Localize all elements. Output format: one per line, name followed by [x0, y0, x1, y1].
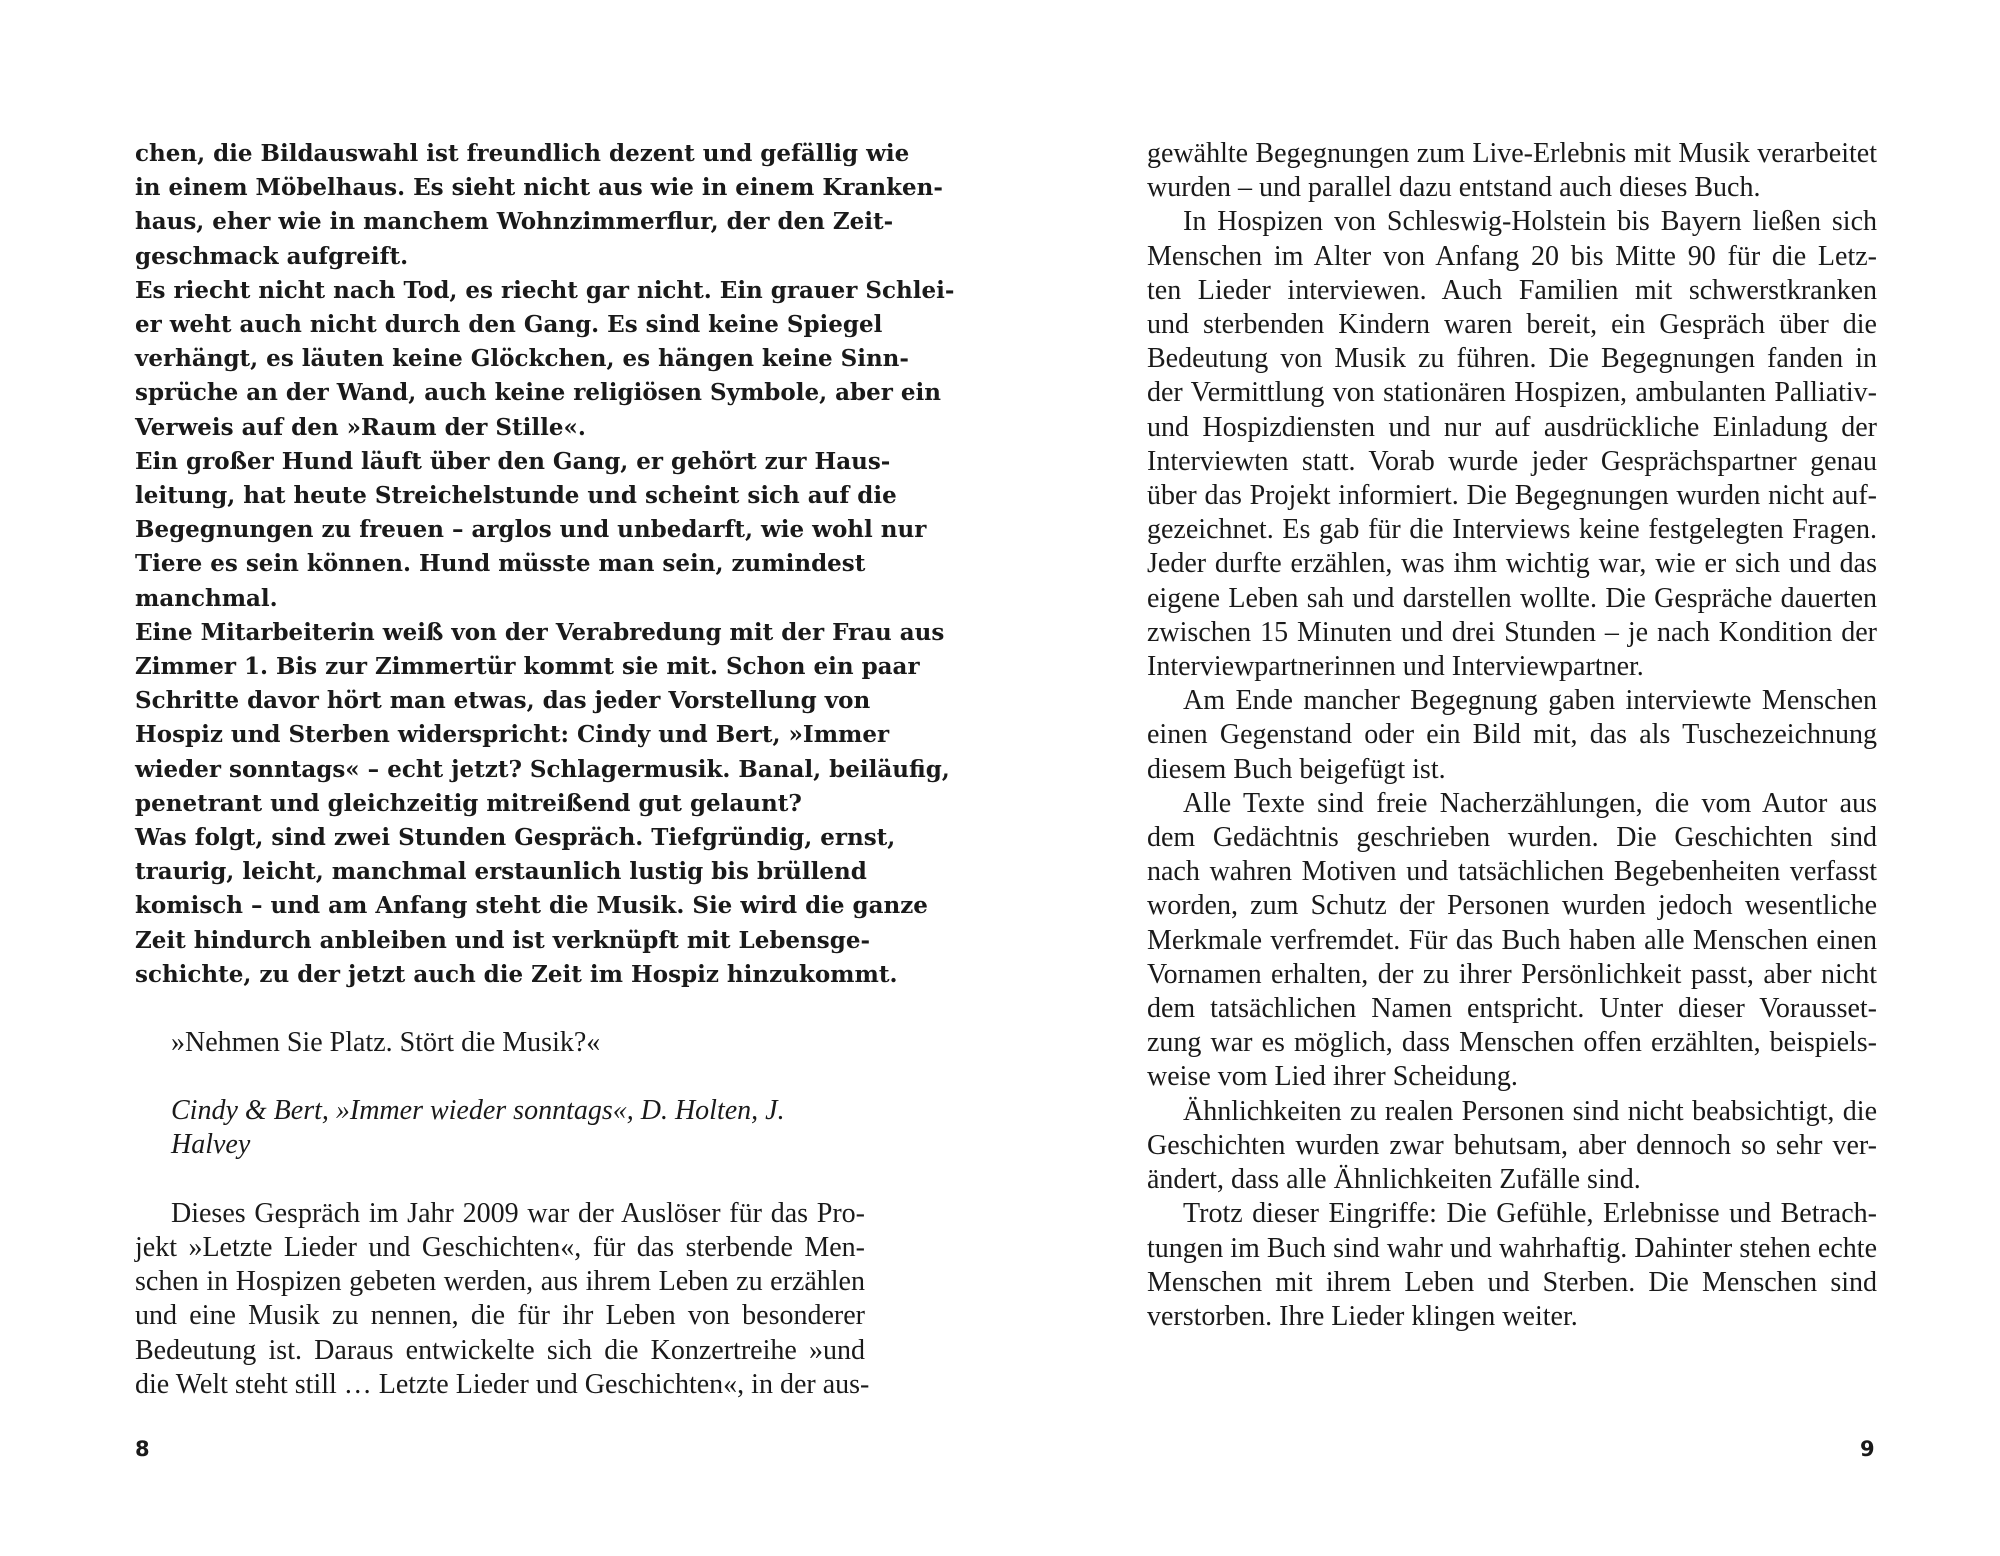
text-line: Vornamen erhalten, der zu ihrer Persönlichkeit passt, aber nicht: [1147, 958, 1877, 990]
text-line: jekt »Letzte Lieder und Geschichten«, für das sterbende Men-: [135, 1231, 865, 1263]
spacer: [135, 1060, 865, 1094]
page-number: 9: [1860, 1437, 1875, 1461]
text-line: über das Projekt informiert. Die Begegnungen wurden nicht auf-: [1147, 480, 1877, 512]
text-line: Interviewten statt. Vorab wurde jeder Gesprächspartner genau: [1147, 445, 1877, 477]
text-line: worden, zum Schutz der Personen wurden jedoch wesentliche: [1147, 890, 1877, 922]
text-line: und eine Musik zu nennen, die für ihr Leben von besonderer: [135, 1300, 865, 1332]
text-line: einen Gegenstand oder ein Bild mit, das als Tuschezeichnung: [1147, 719, 1877, 751]
text-line: wurden – und parallel dazu entstand auch dieses Buch.: [1147, 172, 1761, 204]
text-line: die Welt steht still … Letzte Lieder und Geschichten«, in der aus-: [135, 1368, 870, 1400]
text-line: Tiere es sein können. Hund müsste man sein, zumindest: [135, 550, 866, 578]
text-line: ten Lieder interviewen. Auch Familien mit schwerstkranken: [1147, 274, 1877, 306]
text-line: Ähnlichkeiten zu realen Personen sind nicht beabsichtigt, die: [1183, 1095, 1877, 1127]
text-line: weise vom Lied ihrer Scheidung.: [1147, 1061, 1518, 1093]
text-line: diesem Buch beigefügt ist.: [1147, 753, 1446, 785]
text-line: und sterbenden Kindern waren bereit, ein Gespräch über die: [1147, 309, 1877, 341]
text-line: verhängt, es läuten keine Glöckchen, es hängen keine Sinn-: [135, 345, 909, 373]
text-line: zwischen 15 Minuten und drei Stunden – je nach Kondition der: [1147, 616, 1877, 648]
text-line: er weht auch nicht durch den Gang. Es sind keine Spiegel: [135, 311, 883, 339]
spacer: [135, 1163, 865, 1197]
bold-narrative: [135, 137, 955, 992]
text-line: Jeder durfte erzählen, was ihm wichtig war, wie er sich und das: [1147, 548, 1877, 580]
text-line: Verweis auf den »Raum der Stille«.: [135, 413, 586, 441]
text-line: Ein großer Hund läuft über den Gang, er gehört zur Haus-: [135, 447, 891, 475]
text-line: traurig, leicht, manchmal erstaunlich lustig bis brüllend: [135, 858, 867, 886]
left-text-column: [135, 137, 955, 1402]
text-line: leitung, hat heute Streichelstunde und scheint sich auf die: [135, 482, 897, 510]
quote: »Nehmen Sie Platz. Stört die Musik?«: [171, 1027, 601, 1059]
text-line: schichte, zu der jetzt auch die Zeit im Hospiz hinzukommt.: [135, 960, 898, 988]
text-line: gezeichnet. Es gab für die Interviews keine festgelegten Fragen.: [1147, 514, 1877, 546]
page-number: 8: [135, 1437, 150, 1461]
text-line: eigene Leben sah und darstellen wollte. Die Gespräche dauerten: [1147, 582, 1877, 614]
text-line: Merkmale verfremdet. Für das Buch haben alle Menschen einen: [1147, 924, 1877, 956]
text-line: Hospiz und Sterben widerspricht: Cindy und Bert, »Immer: [135, 721, 890, 749]
text-line: Eine Mitarbeiterin weiß von der Verabredung mit der Frau aus: [135, 618, 945, 646]
text-line: Was folgt, sind zwei Stunden Gespräch. Tiefgründig, ernst,: [135, 824, 896, 852]
text-line: in einem Möbelhaus. Es sieht nicht aus wie in einem Kranken-: [135, 174, 943, 202]
regular-paragraph: [135, 1197, 870, 1402]
text-line: Begegnungen zu freuen – arglos und unbedarft, wie wohl nur: [135, 516, 927, 544]
text-line: dem tatsächlichen Namen entspricht. Unter dieser Vorausset-: [1147, 993, 1877, 1025]
text-line: Alle Texte sind freie Nacherzählungen, die vom Autor aus: [1183, 787, 1877, 819]
text-line: Am Ende mancher Begegnung gaben interviewte Menschen: [1183, 685, 1877, 717]
text-line: In Hospizen von Schleswig-Holstein bis Bayern ließen sich: [1183, 206, 1877, 238]
text-line: Es riecht nicht nach Tod, es riecht gar nicht. Ein grauer Schlei-: [135, 276, 955, 304]
text-line: Interviewpartnerinnen und Interviewpartner.: [1147, 651, 1644, 683]
text-line: geschmack aufgreift.: [135, 242, 409, 270]
text-line: sprüche an der Wand, auch keine religiösen Symbole, aber ein: [135, 379, 941, 407]
right-page: [1000, 0, 2000, 1556]
spacer: [135, 992, 865, 1026]
text-line: gewählte Begegnungen zum Live-Erlebnis mit Musik verarbeitet: [1147, 138, 1877, 169]
text-line: tungen im Buch sind wahr und wahrhaftig. Dahinter stehen echte: [1147, 1232, 1877, 1264]
text-line: chen, die Bildauswahl ist freundlich dezent und gefällig wie: [135, 140, 910, 167]
text-line: Bedeutung von Musik zu führen. Die Begegnungen fanden in: [1147, 343, 1877, 375]
text-line: verstorben. Ihre Lieder klingen weiter.: [1147, 1300, 1578, 1332]
citation: Cindy & Bert, »Immer wieder sonntags«, D. Holten, J. Halvey: [171, 1095, 785, 1161]
text-line: Zimmer 1. Bis zur Zimmertür kommt sie mit. Schon ein paar: [135, 653, 920, 681]
text-line: haus, eher wie in manchem Wohnzimmerflur, der den Zeit-: [135, 208, 894, 236]
text-line: der Vermittlung von stationären Hospizen, ambulanten Palliativ-: [1147, 377, 1877, 409]
text-line: Dieses Gespräch im Jahr 2009 war der Auslöser für das Pro-: [171, 1197, 865, 1229]
text-line: penetrant und gleichzeitig mitreißend gut gelaunt?: [135, 789, 802, 817]
text-line: Bedeutung ist. Daraus entwickelte sich die Konzertreihe »und: [135, 1334, 865, 1366]
text-line: und Hospizdiensten und nur auf ausdrückliche Einladung der: [1147, 411, 1877, 443]
text-line: dem Gedächtnis geschrieben wurden. Die Geschichten sind: [1147, 822, 1877, 854]
text-line: zung war es möglich, dass Menschen offen erzählten, beispiels-: [1147, 1027, 1877, 1059]
text-line: manchmal.: [135, 584, 278, 612]
text-line: Schritte davor hört man etwas, das jeder Vorstellung von: [135, 687, 871, 715]
text-line: komisch – und am Anfang steht die Musik. Sie wird die ganze: [135, 892, 928, 920]
right-text-column: [1147, 137, 1877, 1334]
text-line: nach wahren Motiven und tatsächlichen Begebenheiten verfasst: [1147, 856, 1877, 888]
text-line: Menschen im Alter von Anfang 20 bis Mitte 90 für die Letz-: [1147, 240, 1877, 272]
text-line: ändert, dass alle Ähnlichkeiten Zufälle sind.: [1147, 1164, 1641, 1196]
text-line: Trotz dieser Eingriffe: Die Gefühle, Erlebnisse und Betrach-: [1183, 1198, 1877, 1230]
text-line: wieder sonntags« – echt jetzt? Schlagermusik. Banal, beiläufig,: [135, 755, 950, 783]
text-line: Geschichten wurden zwar behutsam, aber dennoch so sehr ver-: [1147, 1129, 1877, 1161]
text-line: Zeit hindurch anbleiben und ist verknüpft mit Lebensge-: [135, 926, 871, 954]
text-line: Menschen mit ihrem Leben und Sterben. Die Menschen sind: [1147, 1266, 1877, 1298]
text-line: schen in Hospizen gebeten werden, aus ihrem Leben zu erzählen: [135, 1266, 865, 1298]
